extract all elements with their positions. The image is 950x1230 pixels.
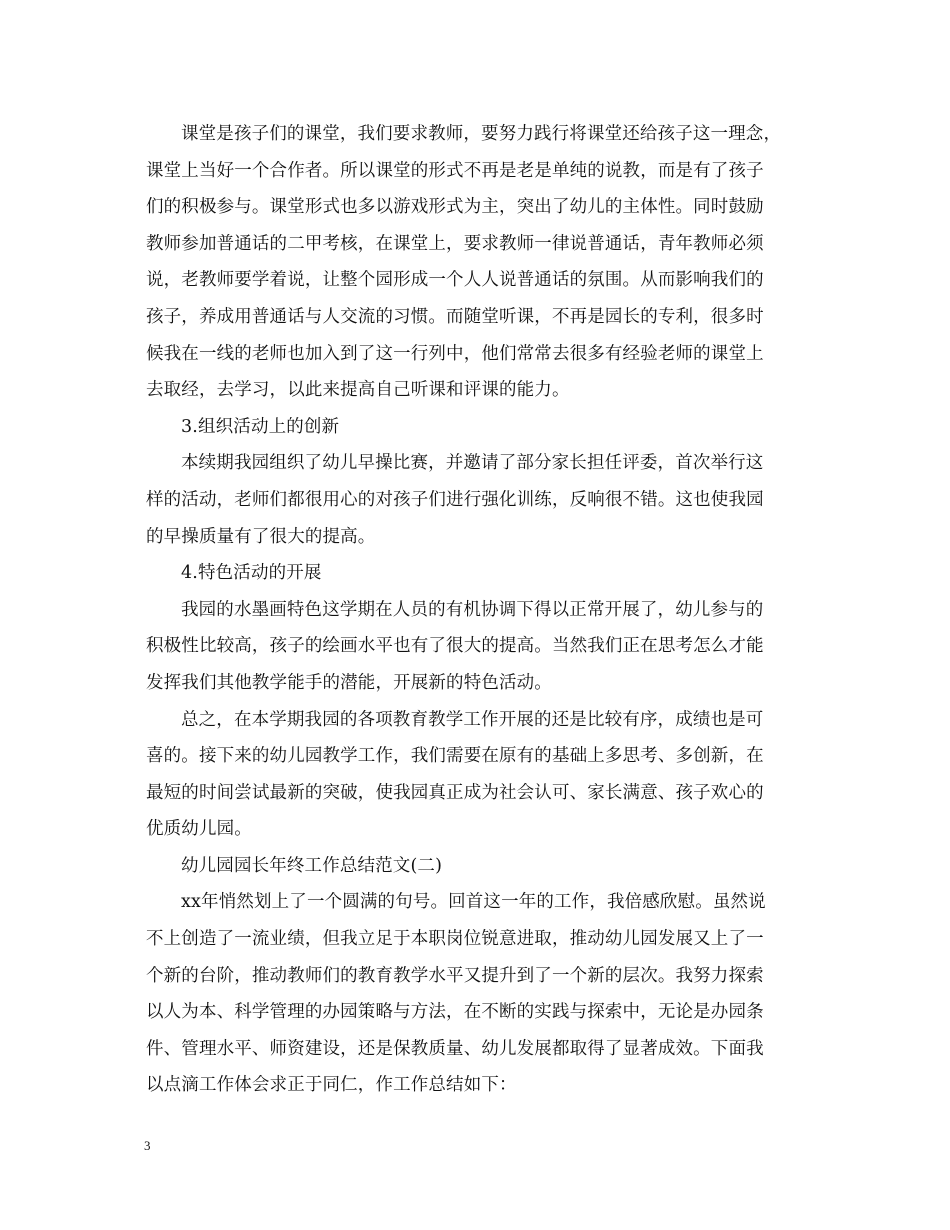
text-line: 我园的水墨画特色这学期在人员的有机协调下得以正常开展了，幼儿参与的 — [181, 599, 764, 620]
text-line: 最短的时间尝试最新的突破，使我园真正成为社会认可、家长满意、孩子欢心的 — [146, 782, 764, 803]
text-line: 积极性比较高，孩子的绘画水平也有了很大的提高。当然我们正在思考怎么才能 — [146, 636, 764, 657]
text-line: 去取经，去学习，以此来提高自己听课和评课的能力。 — [146, 380, 570, 401]
document-body — [146, 116, 808, 1104]
text-line: 以点滴工作体会求正于同仁，作工作总结如下： — [146, 1075, 517, 1096]
text-line: 候我在一线的老师也加入到了这一行列中，他们常常去很多有经验老师的课堂上 — [146, 343, 764, 364]
text-line: 幼儿园园长年终工作总结范文(二) — [181, 855, 443, 876]
page-number: 3 — [144, 1138, 151, 1153]
text-line: 说，老教师要学着说，让整个园形成一个人人说普通话的氛围。从而影响我们的 — [146, 270, 764, 291]
text-line: 教师参加普通话的二甲考核，在课堂上，要求教师一律说普通话，青年教师必须 — [146, 233, 764, 254]
text-line: 不上创造了一流业绩，但我立足于本职岗位锐意进取，推动幼儿园发展又上了一 — [146, 929, 764, 950]
text-line: 个新的台阶，推动教师们的教育教学水平又提升到了一个新的层次。我努力探索 — [146, 965, 764, 986]
text-line: 课堂上当好一个合作者。所以课堂的形式不再是老是单纯的说教，而是有了孩子 — [146, 160, 764, 181]
text-line: 发挥我们其他教学能手的潜能，开展新的特色活动。 — [146, 672, 552, 693]
text-line: 的早操质量有了很大的提高。 — [146, 526, 376, 547]
text-line: 优质幼儿园。 — [146, 819, 252, 840]
text-line: 们的积极参与。课堂形式也多以游戏形式为主，突出了幼儿的主体性。同时鼓励 — [146, 197, 764, 218]
text-line: 件、管理水平、师资建设，还是保教质量、幼儿发展都取得了显著成效。下面我 — [146, 1038, 764, 1059]
text-line: 课堂是孩子们的课堂，我们要求教师，要努力践行将课堂还给孩子这一理念， — [181, 124, 782, 144]
text-line: 4.特色活动的开展 — [181, 563, 322, 584]
text-line: 本续期我园组织了幼儿早操比赛，并邀请了部分家长担任评委，首次举行这 — [181, 453, 764, 474]
text-line: xx年悄然划上了一个圆满的句号。回首这一年的工作，我倍感欣慰。虽然说 — [181, 892, 766, 913]
text-line: 3.组织活动上的创新 — [181, 416, 340, 437]
text-line: 以人为本、科学管理的办园策略与方法，在不断的实践与探索中，无论是办园条 — [146, 1002, 764, 1023]
text-line: 总之，在本学期我园的各项教育教学工作开展的还是比较有序，成绩也是可 — [181, 709, 764, 730]
text-line: 样的活动，老师们都很用心的对孩子们进行强化训练，反响很不错。这也使我园 — [146, 489, 764, 510]
text-line: 喜的。接下来的幼儿园教学工作，我们需要在原有的基础上多思考、多创新，在 — [146, 746, 764, 767]
text-line: 孩子，养成用普通话与人交流的习惯。而随堂听课，不再是园长的专利，很多时 — [146, 306, 764, 327]
